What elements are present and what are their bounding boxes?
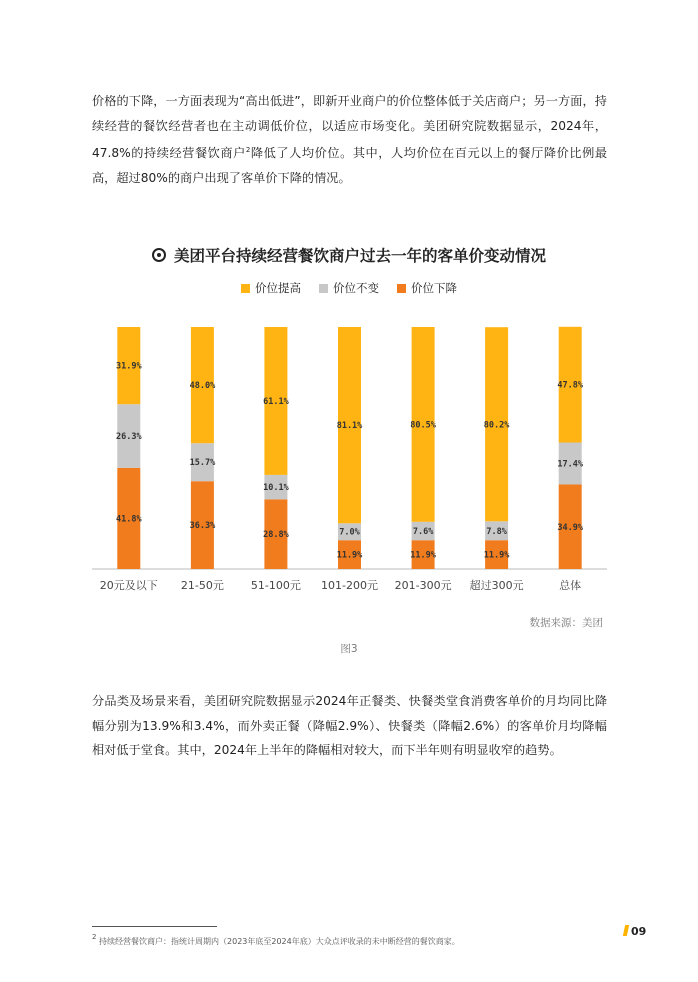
legend-label: 价位提高	[255, 281, 301, 295]
chart-title: 美团平台持续经营餐饮商户过去一年的客单价变动情况	[173, 247, 546, 265]
x-tick-label: 51-100元	[250, 579, 301, 592]
x-tick-label: 201-300元	[394, 579, 452, 592]
data-label: 36.3%	[189, 521, 216, 532]
footnote-divider	[92, 926, 217, 927]
data-label: 11.9%	[483, 550, 510, 561]
data-label: 41.8%	[116, 514, 142, 525]
x-tick-label: 20元及以下	[99, 579, 158, 592]
data-label: 11.9%	[336, 550, 363, 561]
footnote-text: 持续经营餐饮商户：指统计周期内（2023年底至2024年底）大众点评收录的未中断经营的餐饮商家。	[99, 937, 460, 946]
data-label: 11.9%	[410, 550, 436, 561]
x-tick-label: 21-50元	[180, 579, 224, 592]
page-number-text: 09	[631, 925, 647, 938]
page-number	[624, 925, 646, 938]
data-label: 80.2%	[483, 420, 510, 431]
data-label: 80.5%	[410, 420, 436, 431]
data-label: 48.0%	[189, 381, 216, 392]
data-label: 15.7%	[189, 458, 216, 469]
data-label: 28.8%	[263, 530, 289, 541]
data-label: 26.3%	[116, 432, 142, 442]
legend-label: 价位不变	[333, 281, 379, 295]
data-label: 7.6%	[412, 527, 434, 537]
paragraph-1-tail: 降低了人均价位。其中，人均价位在百元以上的餐厅降价比例最高，超过80%的商户出现了客单价下降的情况。	[92, 146, 608, 185]
data-label: 31.9%	[116, 361, 142, 372]
body-paragraph-2: 分品类及场景来看，美团研究院数据显示2024年正餐类、快餐类堂食消费客单价的月均同比降幅分别为13.9%和3.4%，而外卖正餐（降幅2.9%）、快餐类（降幅2.6%）的客单价月均降幅相对低于堂食。其中，2024年上半年的降幅相对较大，而下半年则有明显收窄的趋势。	[92, 694, 607, 757]
data-label: 61.1%	[263, 396, 289, 407]
paragraph-1-text: 价格的下降，一方面表现为“高出低进”，即新开业商户的价位整体低于关店商户；另一方面，持续经营的餐饮经营者也在主动调低价位，以适应市场变化。美团研究院数据显示，2024年，47.8%的持续经营餐饮商户	[92, 94, 607, 160]
data-label: 34.9%	[557, 522, 583, 533]
x-tick-label: 101-200元	[321, 579, 378, 592]
data-label: 7.8%	[486, 526, 507, 537]
footnote-ref[interactable]: 2	[245, 146, 251, 154]
figure-caption: 图3	[340, 643, 358, 655]
data-label: 17.4%	[557, 459, 583, 470]
data-label: 47.8%	[557, 380, 583, 391]
data-label: 81.1%	[336, 421, 363, 432]
page-mark-icon	[623, 925, 629, 936]
footnote	[92, 933, 460, 947]
x-tick-label: 超过300元	[469, 579, 524, 592]
chart-source: 数据来源：美团	[529, 617, 603, 629]
legend-label: 价位下降	[411, 281, 457, 295]
data-label: 10.1%	[263, 483, 289, 494]
footnote-marker: 2	[92, 933, 97, 941]
x-tick-label: 总体	[559, 579, 582, 592]
data-label: 7.0%	[339, 527, 360, 538]
